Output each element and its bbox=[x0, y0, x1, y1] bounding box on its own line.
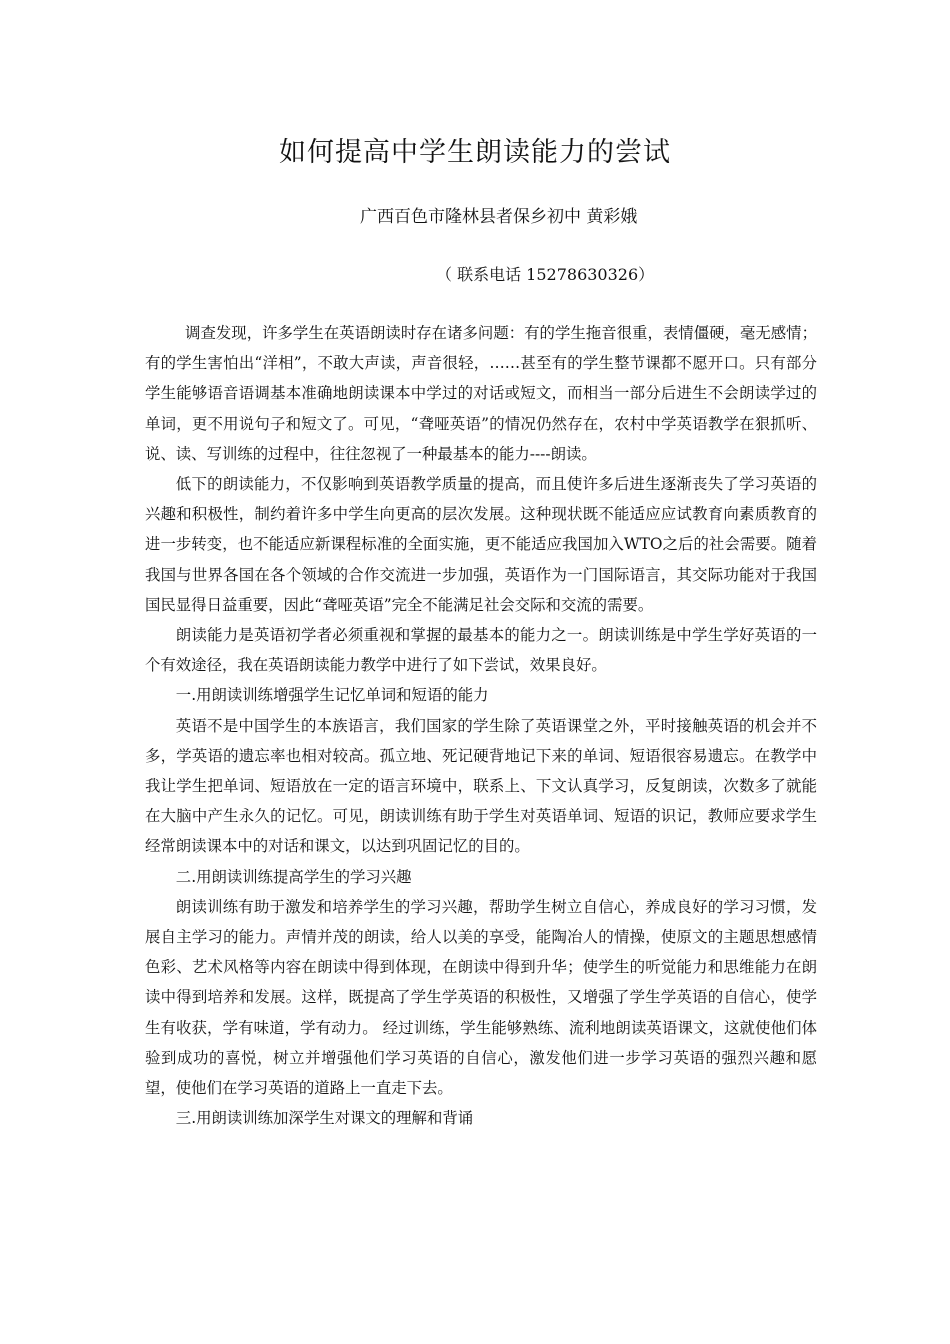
section-paragraph-2: 朗读训练有助于激发和培养学生的学习兴趣，帮助学生树立自信心，养成良好的学习习惯，发展自主学习的能力。声情并茂的朗读，给人以美的享受，能陶冶人的情操，使原文的主题思想感情色彩、艺术风格等内容在朗读中得到体现，在朗读中得到升华；使学生的听觉能力和思维能力在朗读中得到培养和发展。这样，既提高了学生学英语的积极性，又增强了学生学英语的自信心，使学生有收获，学有味道，学有动力。 经过训练，学生能够熟练、流利地朗读英语课文，这就使他们体验到成功的喜悦，树立并增强他们学习英语的自信心，激发他们进一步学习英语的强烈兴趣和愿望，使他们在学习英语的道路上一直走下去。 bbox=[145, 897, 817, 1098]
section-heading-1: 一.用朗读训练增强学生记忆单词和短语的能力 bbox=[175, 686, 489, 705]
section-paragraph-1: 英语不是中国学生的本族语言，我们国家的学生除了英语课堂之外，平时接触英语的机会并不多，学英语的遗忘率也相对较高。孤立地、死记硬背地记下来的单词、短语很容易遗忘。在教学中我让学生把单词、短语放在一定的语言环境中，联系上、下文认真学习，反复朗读，次数多了就能在大脑中产生永久的记忆。可见，朗读训练有助于学生对英语单词、短语的识记，教师应要求学生经常朗读课本中的对话和课文，以达到巩固记忆的目的。 bbox=[145, 716, 817, 856]
document-body bbox=[145, 318, 817, 1133]
author-line: 广西百色市隆林县者保乡初中 黄彩娥 bbox=[360, 207, 638, 227]
paragraph-intro: 朗读能力是英语初学者必须重视和掌握的最基本的能力之一。朗读训练是中学生学好英语的一个有效途径，我在英语朗读能力教学中进行了如下尝试，效果良好。 bbox=[145, 626, 817, 675]
paragraph-impact: 低下的朗读能力，不仅影响到英语教学质量的提高，而且使许多后进生逐渐丧失了学习英语的兴趣和积极性，制约着许多中学生向更高的层次发展。这种现状既不能适应应试教育向素质教育的进一步转变，也不能适应新课程标准的全面实施，更不能适应我国加入WTO之后的社会需要。随着我国与世界各国在各个领域的合作交流进一步加强，英语作为一门国际语言，其交际功能对于我国国民显得日益重要，因此“聋哑英语”完全不能满足社会交际和交流的需要。 bbox=[145, 475, 817, 614]
document-title: 如何提高中学生朗读能力的尝试 bbox=[279, 137, 671, 168]
section-heading-2: 二.用朗读训练提高学生的学习兴趣 bbox=[175, 867, 412, 886]
paragraph-survey: 调查发现，许多学生在英语朗读时存在诸多问题：有的学生拖音很重，表情僵硬，毫无感情；有的学生害怕出“洋相”，不敢大声读，声音很轻，……甚至有的学生整节课都不愿开口。只有部分学生能够语音语调基本准确地朗读课本中学过的对话或短文，而相当一部分后进生不会朗读学过的单词，更不用说句子和短文了。可见，“聋哑英语”的情况仍然存在，农村中学英语教学在狠抓听、说、读、写训练的过程中，往往忽视了一种最基本的能力----朗读。 bbox=[145, 324, 817, 463]
section-heading-3: 三.用朗读训练加深学生对课文的理解和背诵 bbox=[175, 1109, 474, 1128]
contact-line: （ 联系电话 15278630326） bbox=[436, 265, 655, 284]
